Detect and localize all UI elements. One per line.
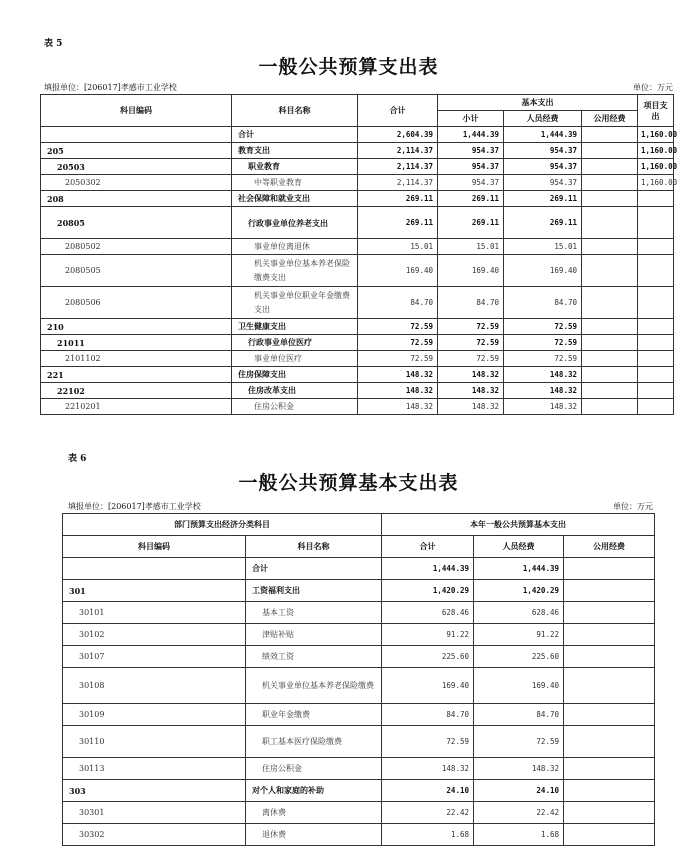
table5-tag: 表 5 [44,39,63,49]
cell-code [41,127,232,143]
cell-public [564,780,655,802]
cell-project [638,207,674,239]
table-row [41,399,674,415]
cell-name: 事业单位离退休 [232,239,358,255]
cell-public [582,207,638,239]
table-row [41,191,674,207]
cell-code: 20805 [41,207,232,239]
cell-name: 卫生健康支出 [232,319,358,335]
cell-subtotal: 1,444.39 [438,127,504,143]
table-row [41,287,674,319]
table-row [41,207,674,239]
cell-name: 合计 [232,127,358,143]
cell-public [582,399,638,415]
table-row [41,367,674,383]
cell-personnel: 24.10 [474,780,564,802]
table-row [41,127,674,143]
col-header-name: 科目名称 [246,536,382,558]
cell-total: 72.59 [358,351,438,367]
cell-subtotal: 954.37 [438,159,504,175]
cell-code: 2050302 [41,175,232,191]
cell-name: 机关事业单位基本养老保险缴费 [246,668,382,704]
cell-personnel: 225.60 [474,646,564,668]
cell-project [638,383,674,399]
cell-public [564,824,655,846]
cell-code: 303 [63,780,246,802]
col-header-total: 合计 [358,95,438,127]
table-row [41,335,674,351]
cell-public [564,624,655,646]
cell-code: 30301 [63,802,246,824]
cell-total: 84.70 [358,287,438,319]
cell-name: 住房保障支出 [232,367,358,383]
cell-personnel: 148.32 [504,383,582,399]
table-row [63,704,655,726]
cell-name: 退休费 [246,824,382,846]
cell-total: 72.59 [358,319,438,335]
cell-total: 628.46 [382,602,474,624]
cell-total: 15.01 [358,239,438,255]
table-row [63,802,655,824]
cell-public [564,704,655,726]
cell-total: 1,444.39 [382,558,474,580]
cell-project [638,239,674,255]
cell-total: 2,604.39 [358,127,438,143]
cell-public [564,580,655,602]
cell-subtotal: 269.11 [438,207,504,239]
col-header-group-left: 部门预算支出经济分类科目 [63,514,382,536]
cell-total: 269.11 [358,191,438,207]
table-row [63,624,655,646]
cell-project [638,255,674,287]
cell-code: 21011 [41,335,232,351]
col-header-project: 项目支出 [638,95,674,127]
cell-total: 22.42 [382,802,474,824]
cell-public [582,319,638,335]
cell-public [582,239,638,255]
cell-name: 职业教育 [232,159,358,175]
cell-public [564,802,655,824]
col-header-basic: 基本支出 [438,95,638,111]
cell-public [582,191,638,207]
table5-unit: 单位：万元 [633,83,673,92]
col-header-code: 科目编码 [63,536,246,558]
cell-project: 1,160.00 [638,127,674,143]
cell-public [564,602,655,624]
cell-code: 30107 [63,646,246,668]
cell-name: 住房改革支出 [232,383,358,399]
cell-public [582,175,638,191]
cell-personnel: 72.59 [504,319,582,335]
col-header-public: 公用经费 [564,536,655,558]
cell-total: 72.59 [382,726,474,758]
cell-public [582,159,638,175]
cell-code: 210 [41,319,232,335]
cell-subtotal: 954.37 [438,143,504,159]
cell-name: 津贴补贴 [246,624,382,646]
cell-personnel: 72.59 [504,335,582,351]
table-row [41,255,674,287]
table6-unit: 单位：万元 [613,502,653,511]
cell-personnel: 1.68 [474,824,564,846]
table-row [63,780,655,802]
cell-personnel: 148.32 [504,367,582,383]
cell-name: 职工基本医疗保险缴费 [246,726,382,758]
cell-project [638,191,674,207]
cell-personnel: 84.70 [504,287,582,319]
cell-name: 离休费 [246,802,382,824]
cell-project: 1,160.00 [638,143,674,159]
cell-project: 1,160.00 [638,175,674,191]
cell-subtotal: 148.32 [438,367,504,383]
cell-code: 22102 [41,383,232,399]
cell-code: 30108 [63,668,246,704]
col-header-subtotal: 小计 [438,111,504,127]
cell-personnel: 954.37 [504,159,582,175]
table-row [41,239,674,255]
cell-name: 绩效工资 [246,646,382,668]
cell-subtotal: 954.37 [438,175,504,191]
cell-code [63,558,246,580]
cell-public [582,335,638,351]
cell-personnel: 169.40 [474,668,564,704]
cell-code: 30101 [63,602,246,624]
table-row [41,143,674,159]
cell-code: 221 [41,367,232,383]
cell-personnel: 954.37 [504,143,582,159]
cell-code: 2080505 [41,255,232,287]
table-row [63,668,655,704]
cell-name: 行政事业单位养老支出 [232,207,358,239]
cell-public [582,143,638,159]
cell-code: 30110 [63,726,246,758]
table6-tag: 表 6 [68,454,87,464]
cell-total: 148.32 [382,758,474,780]
cell-project [638,399,674,415]
cell-public [582,383,638,399]
cell-total: 169.40 [358,255,438,287]
cell-code: 301 [63,580,246,602]
cell-public [582,127,638,143]
table-row [41,175,674,191]
cell-personnel: 1,420.29 [474,580,564,602]
table-row [41,159,674,175]
cell-name: 教育支出 [232,143,358,159]
cell-code: 20503 [41,159,232,175]
table-row [41,383,674,399]
cell-project [638,287,674,319]
cell-code: 30102 [63,624,246,646]
cell-name: 行政事业单位医疗 [232,335,358,351]
table-row [63,646,655,668]
cell-project [638,351,674,367]
col-header-personnel: 人员经费 [504,111,582,127]
cell-personnel: 72.59 [474,726,564,758]
col-header-personnel: 人员经费 [474,536,564,558]
cell-code: 208 [41,191,232,207]
cell-subtotal: 72.59 [438,351,504,367]
cell-personnel: 22.42 [474,802,564,824]
cell-name: 中等职业教育 [232,175,358,191]
cell-code: 2101102 [41,351,232,367]
cell-project [638,319,674,335]
cell-total: 2,114.37 [358,143,438,159]
cell-name: 机关事业单位职业年金缴费支出 [232,287,358,319]
cell-name: 机关事业单位基本养老保险缴费支出 [232,255,358,287]
cell-name: 住房公积金 [246,758,382,780]
col-header-total: 合计 [382,536,474,558]
cell-personnel: 148.32 [504,399,582,415]
cell-name: 工资福利支出 [246,580,382,602]
cell-code: 30109 [63,704,246,726]
cell-subtotal: 15.01 [438,239,504,255]
table-row [63,758,655,780]
table6 [62,513,655,846]
col-header-public: 公用经费 [582,111,638,127]
cell-public [564,758,655,780]
cell-personnel: 148.32 [474,758,564,780]
table-row [63,726,655,758]
cell-code: 30113 [63,758,246,780]
col-header-name: 科目名称 [232,95,358,127]
cell-total: 169.40 [382,668,474,704]
cell-project: 1,160.00 [638,159,674,175]
cell-total: 24.10 [382,780,474,802]
cell-total: 72.59 [358,335,438,351]
cell-public [564,646,655,668]
cell-public [582,255,638,287]
cell-total: 91.22 [382,624,474,646]
cell-project [638,335,674,351]
cell-public [582,351,638,367]
cell-name: 基本工资 [246,602,382,624]
cell-total: 148.32 [358,367,438,383]
cell-subtotal: 148.32 [438,399,504,415]
cell-code: 30302 [63,824,246,846]
cell-name: 住房公积金 [232,399,358,415]
col-header-code: 科目编码 [41,95,232,127]
cell-total: 225.60 [382,646,474,668]
table5-unit-label: 填报单位：[206017]孝感市工业学校 [44,83,177,92]
table-row [63,558,655,580]
table6-title: 一般公共预算基本支出表 [238,472,459,494]
cell-code: 2080502 [41,239,232,255]
cell-public [564,668,655,704]
cell-name: 对个人和家庭的补助 [246,780,382,802]
cell-personnel: 628.46 [474,602,564,624]
cell-personnel: 1,444.39 [504,127,582,143]
cell-total: 2,114.37 [358,175,438,191]
cell-subtotal: 169.40 [438,255,504,287]
cell-total: 2,114.37 [358,159,438,175]
col-header-group-right: 本年一般公共预算基本支出 [382,514,655,536]
cell-subtotal: 72.59 [438,319,504,335]
cell-subtotal: 269.11 [438,191,504,207]
cell-code: 2080506 [41,287,232,319]
cell-name: 社会保障和就业支出 [232,191,358,207]
table5 [40,94,678,415]
cell-subtotal: 84.70 [438,287,504,319]
cell-public [582,287,638,319]
cell-total: 1,420.29 [382,580,474,602]
cell-total: 84.70 [382,704,474,726]
cell-project [638,367,674,383]
cell-personnel: 91.22 [474,624,564,646]
cell-subtotal: 148.32 [438,383,504,399]
cell-total: 269.11 [358,207,438,239]
cell-subtotal: 72.59 [438,335,504,351]
table-row [63,580,655,602]
table-row [63,824,655,846]
cell-personnel: 1,444.39 [474,558,564,580]
cell-public [582,367,638,383]
cell-personnel: 72.59 [504,351,582,367]
table-row [41,351,674,367]
cell-personnel: 15.01 [504,239,582,255]
table-row [41,319,674,335]
table6-unit-label: 填报单位：[206017]孝感市工业学校 [68,502,201,511]
cell-personnel: 269.11 [504,207,582,239]
cell-personnel: 269.11 [504,191,582,207]
cell-code: 2210201 [41,399,232,415]
cell-name: 合计 [246,558,382,580]
cell-personnel: 84.70 [474,704,564,726]
cell-name: 职业年金缴费 [246,704,382,726]
cell-personnel: 954.37 [504,175,582,191]
cell-public [564,558,655,580]
cell-total: 148.32 [358,383,438,399]
table-row [63,602,655,624]
cell-personnel: 169.40 [504,255,582,287]
cell-name: 事业单位医疗 [232,351,358,367]
cell-total: 148.32 [358,399,438,415]
cell-public [564,726,655,758]
cell-total: 1.68 [382,824,474,846]
table5-title: 一般公共预算支出表 [258,56,439,78]
cell-code: 205 [41,143,232,159]
